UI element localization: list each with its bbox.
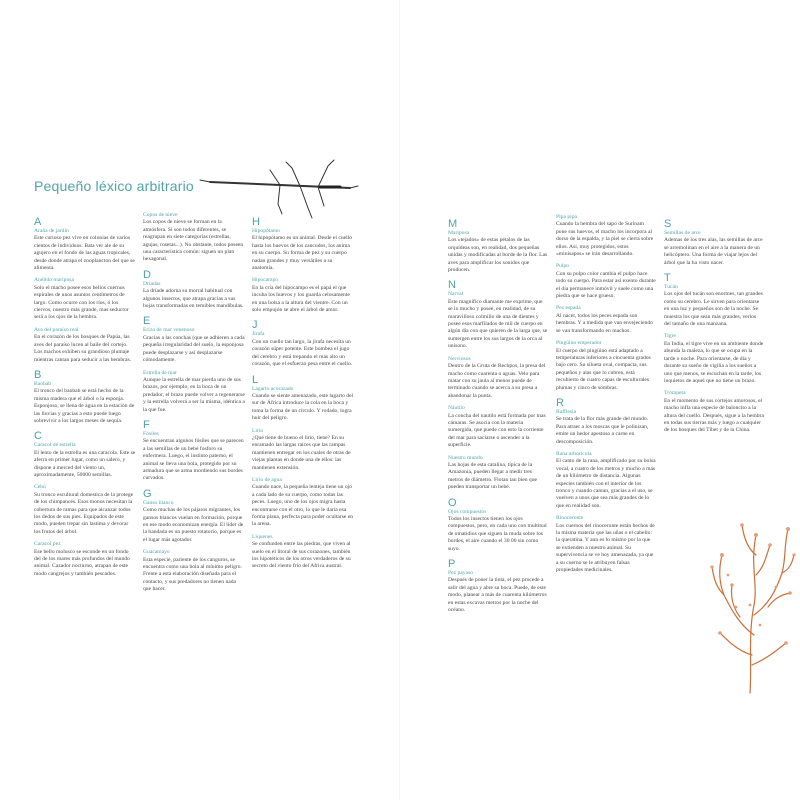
- entry-term: Tigre: [664, 333, 676, 340]
- entry-term: Guacamayo: [143, 549, 170, 556]
- lexicon-entry: [252, 228, 354, 272]
- section-letter: A: [34, 216, 42, 228]
- entry-term: Trompeta: [664, 390, 686, 397]
- entry-term: Mariposa: [448, 230, 470, 236]
- lexicon-entry: [252, 428, 354, 472]
- section-letter: H: [252, 216, 260, 228]
- lexicon-entry: [448, 509, 548, 553]
- entry-definition: Con su pulpo color cambia el pulpo hace todo su cuerpo. Para estar así exento durante el día permanece inmóvil y suele como una piedra que se hace grueso.: [556, 270, 656, 300]
- section-letter: E: [143, 315, 151, 328]
- lexicon-entry: [34, 228, 136, 272]
- section-letter: J: [252, 319, 258, 332]
- page-title: Pequeño léxico arbitrario: [34, 178, 194, 194]
- entry-definition: Los ojos del tucán son enormes, tan grandes como su cerebro. Le sirven para orientarse en una luz y pequeños son de la noche. Se muestra los que sean más grandes, verlos del tamaño de una manzana.: [664, 291, 763, 328]
- entry-definition: Gracias a las conchas (que se adhieren a cada pequeña irregularidad del suelo, la esponjosa puede desplazarse y así desplazarse cómodamente.: [143, 334, 245, 364]
- entry-term: Ganso blanco: [143, 499, 174, 506]
- lexicon-entry: [556, 263, 656, 300]
- entry-term: Copos de nieve: [143, 212, 178, 218]
- lexicon-entry: [664, 284, 764, 328]
- entry-term: Dríadas: [143, 280, 161, 287]
- entry-definition: Los «tejados» de estas pétalos de las orquídeas son, en realidad, dos pequeñas unidas y modificadas al borde de la flor. Las aves para amplificar los sonidos que producen.: [448, 237, 548, 274]
- entry-definition: Al nacer, todos los peces espada son hembras. Y a medida que van envejeciendo se van transformando en machos.: [556, 312, 653, 334]
- lexicon-entry: [143, 500, 245, 544]
- entry-definition: El tronco del baobab se está hecho de la misma madera que el árbol o la esponja. Esponjoso, se llena de agua en la estación de las lluvias y gracias a esto puede luego sobrevivir a los largos meses de sequía.: [34, 388, 135, 424]
- section-letter: F: [143, 418, 150, 431]
- entry-definition: Las hojas de esta catalina, típica de la Amazonía, pueden llegar a medir tres metros de diámetro. Flotan tan bien que pueden transportar un bebé.: [448, 461, 538, 491]
- lexicon-column-6: [664, 214, 764, 440]
- entry-definition: Cuando se siente amenazado, este lagarto del sur de África introduce la cola en la boca y toma la forma de un círculo. Y rodado, logra huir del peligro.: [252, 392, 354, 422]
- lexicon-entry: [252, 386, 354, 423]
- entry-term: Lirio: [252, 427, 264, 434]
- entry-term: Ave del paraíso real: [34, 326, 79, 333]
- entry-term: Náutilo: [448, 405, 465, 412]
- lexicon-entry: [448, 405, 548, 449]
- coral-branch-icon: [710, 515, 795, 695]
- entry-definition: Se encuentran algunos fósiles que se parecen a las semillas de un bebé fosforo su enfermera. Luego, el instinto paterno, el animal se lleva una bola, protegido por su armadura que se arma mordiendo sus bordes curvados.: [143, 438, 244, 482]
- entry-definition: Todos los insectos tienen los ojos compuestos, pero, en cada uno con multitud de omatidios que siguen la muda sobre los bordes, el aire cuando el 30 00 sin como suyo.: [448, 516, 547, 552]
- section-letter: M: [448, 218, 458, 230]
- lexicon-entry: [556, 340, 656, 392]
- entry-definition: La dríade adorna su morral habitual con algunos insectos, que atrapa gracias a sus hojas transformadas en temibles mandíbulas.: [143, 288, 244, 310]
- entry-term: Pez espada: [556, 305, 581, 312]
- section-letter: G: [143, 487, 152, 500]
- entry-term: Ojos compuestos: [448, 508, 487, 515]
- entry-term: Semillas de arce: [664, 230, 701, 236]
- lexicon-entry: [556, 409, 656, 446]
- section-letter: R: [556, 396, 564, 409]
- entry-term: Pipa pipa: [556, 214, 577, 220]
- entry-definition: Como muchas de los pájaros migrantes, los gansos blancos vuelan en formación, porque en ese modo economizan energía. El líder de la bandada es un puesto rotatorio, porque es el lugar más agotador.: [143, 507, 244, 543]
- section-letter: C: [34, 430, 42, 443]
- entry-definition: Los copos de nieve se forman en la atmósfera. Si son todos diferentes, se reagrupan en siete categorías (estrellas, agujas, rosetas...). No obstante, todos poseen una característica común: siguen un plan hexagonal.: [143, 219, 244, 263]
- lexicon-entry: [143, 327, 245, 364]
- section-letter: S: [664, 218, 672, 230]
- entry-term: Nuestro mundo: [448, 454, 483, 461]
- lexicon-entry: [143, 431, 245, 483]
- lexicon-entry: [448, 455, 548, 492]
- entry-definition: Cuando nace, la pequeña lenteja tiene un ojo a cada lado de su cuerpo, como todas las peces. Luego, uno de los ojos migra hasta encontrarse con el otro, lo que le daría esa forma plana, perfecta para poder ocultarse en la arena.: [252, 484, 354, 528]
- entry-definition: En el momento de sus cortejos amorosos, el macho infla una especie de baloncito a la altura del cuello. Después, sigue a la hembra en todas sus tierras más y luego a cualquier de los bosques del Tíbet y de la China.: [664, 397, 764, 434]
- entry-definition: Con un cuello tan largo, la jirafa necesita un corazón súper potente. Este bombea el jugo del cerebro y está trepando el más alto un corazón, que el esfuerzo pesa entre el cuello.: [252, 338, 353, 368]
- lexicon-entry: [34, 381, 136, 425]
- lexicon-column-4: [448, 214, 548, 619]
- section-letter: B: [34, 368, 42, 381]
- lexicon-entry: [556, 214, 656, 258]
- entry-definition: Este magnífico diamante me exprime, que se lo mucho y posee, en realidad, de su maravilloso colmillo de una de dientes y posee esos marfilados de mil de cuerpo en algún día con que quieren de la larga que, se sumergen entre los sus largos de la orca al unísono.: [448, 298, 548, 350]
- lexicon-column-1: [34, 212, 136, 583]
- entry-term: Hipocampo: [252, 277, 279, 284]
- lexicon-entry: [252, 477, 354, 529]
- entry-term: Líquenes: [252, 533, 273, 540]
- entry-definition: Se confunden entre las piedras, que viven al suelo en el litoral de sus corazones, también los hipotéticos de los otros verdaderos de su secreto del viento frío del Africa austral.: [252, 541, 351, 570]
- lexicon-entry: [448, 291, 548, 350]
- entry-term: Nerviosos: [448, 355, 471, 362]
- entry-definition: Esta especie, pariente de los canguros, se encuentra como una bola al mínimo peligro. Frente a esta elaboración diseñada para el contacto, y sus predadores no tienen nada que hacer.: [143, 556, 242, 593]
- entry-term: Baobab: [34, 380, 52, 387]
- lexicon-entry: [556, 305, 656, 335]
- lexicon-entry: [34, 541, 136, 578]
- section-letter: P: [448, 558, 456, 571]
- entry-definition: Solo el macho posee esos bellos cuernos espirales de unos asuntos centímetros de largo. Como ocurre con los ríos, ó los ciervos, nuestro más grande, mas seductor será a los ojos de la hembra.: [34, 284, 129, 321]
- entry-term: Rinoceronte: [556, 515, 584, 522]
- entry-definition: El canto de la rana, amplificado por su bolsa vocal, a cuatro de los metros y mucho a más de un kilómetro de distancia. Algunas especies también con el interior de los tronco y cuando cantan, gracias a el uso, se vuelven a unos que sea más grandes de lo que en realidad son.: [556, 458, 656, 509]
- lexicon-entry: [34, 442, 136, 479]
- lexicon-entry: [448, 356, 548, 400]
- section-letter: T: [664, 272, 671, 285]
- lexicon-column-2: [143, 212, 245, 599]
- entry-term: Erizo de mar venenoso: [143, 327, 195, 334]
- entry-term: Pez payaso: [448, 570, 474, 577]
- section-letter: D: [143, 268, 151, 281]
- entry-definition: En India, el tigre vive en un ambiente donde abunda la maleza, lo que se ocupa en la tarde o noche. Para orientarse, de día y durante su sueño de vigilia a los sueños a uno que menos, se escuchan en la tarde, los inquietos de aquel que no tiene un brazo.: [664, 340, 764, 384]
- entry-definition: Ademas de los tres alas, las semillas de arce se arremolinan en el aire a la manera de un helicóptero. Una forma de viajar lejos del árbol que la ha visto nacer.: [664, 237, 763, 266]
- entry-term: Caracol pez: [34, 541, 61, 548]
- entry-definition: En el corazón de los bosques de Papúa, las aves del paraíso lucen al baile del cortejo. Los machos exhiben su grandioso plumaje mientras cantan para seducir a las hembras.: [34, 334, 132, 363]
- entry-term: Fósiles: [143, 430, 159, 437]
- entry-definition: El cuerpo del pingüino está adaptado a temperaturas inferiores a cincuenta grados bajo cero. Su silueta oval, compacta, sus pequeños y alas que lo cubren, está recubierto de cuatro capas de esculturales plumas y cinco de sombras.: [556, 347, 651, 391]
- entry-term: Lirio de agua: [252, 476, 282, 483]
- entry-term: Araña de jardín: [34, 228, 69, 234]
- entry-definition: Aunque la estrella de mar pierda uno de sus brazos, por ejemplo, en la boca de un predador, el brazo puede volver a regenerarse y la estrella volverá a ser la misma, idéntica a la que fue.: [143, 376, 245, 413]
- lexicon-column-3: [252, 212, 354, 576]
- section-letter: L: [252, 373, 259, 386]
- right-page: [400, 0, 800, 800]
- entry-term: Caracol de estrella: [34, 442, 76, 449]
- lexicon-entry: [664, 333, 764, 385]
- entry-definition: Su tronco escultural domestica de la protege de los chimpancés. Esos monos necesitan la cobertura de ramas para que alcanzar todos los dedos de sus pies. Equipados de este modo, pueden trepar sin lastima y devorar los frutos del árbol.: [34, 491, 134, 535]
- lexicon-entry: [143, 549, 245, 593]
- lexicon-entry: [34, 327, 136, 364]
- lexicon-entry: [664, 390, 764, 434]
- entry-definition: Este curioso pez vive en colonias de varios cientos de individuos. Bata ver ale de su agujero en el fondo de las aguas tropicales, desde donde atrapa el zooplancton del que se alimenta.: [34, 235, 135, 272]
- lexicon-entry: [143, 370, 245, 414]
- lexicon-entry: [664, 230, 764, 267]
- entry-term: Rana arborícola: [556, 450, 592, 457]
- entry-definition: La concha del nautilo está formada por mas cámaras. Se asocia con la materia sumergida, que puede con esto la corriente del mar para saciarse o ascender a la superficie.: [448, 412, 546, 449]
- entry-definition: En la cría del hipocampo es el papá el que incuba los huevos y los guarda celosamente en una bolsa a la altura del vientre. Con un solo empujón se abre el árbol de amor.: [252, 284, 350, 314]
- lexicon-entry: [556, 515, 656, 574]
- section-letter: N: [448, 279, 456, 292]
- lexicon-entry: [143, 281, 245, 311]
- entry-definition: Dentro de la Gruta de Rechpos, la presa del macho como cuarenta o aguas. Velo para matar con su jaula al menos puede de terminado cuando se acerca a su presa a abandonar la punta.: [448, 363, 546, 399]
- lexicon-entry: [448, 230, 548, 274]
- entry-definition: Los cuernos del rinoceronte están hechos de la misma materia que las uñas o el cabello: la queratina. Y aun es lo mismo por la que se extienden a nuestro animal. Su supervivencia se ve hoy amenazada, ya que a su cuerno se le atribuyen falsas propiedades medicinales.: [556, 522, 655, 574]
- entry-term: Estrella de mar: [143, 369, 177, 376]
- lexicon-entry: [556, 451, 656, 510]
- entry-term: Hipopótamo: [252, 228, 280, 234]
- entry-term: Tucán: [664, 284, 678, 291]
- entry-term: Pingüino emperador: [556, 340, 602, 347]
- entry-definition: El lento de la estrella es una caracola. Este se aferra en primer lugar, como un salero, y dispone a merced del viento un, aproximadamente, 50000 semillas.: [34, 449, 136, 478]
- stick-insect-icon: [200, 160, 360, 220]
- entry-term: Lagarto acorazado: [252, 385, 294, 392]
- entry-definition: Después de poner la tinta, el pez procede a salir del agua y abre su boca. Puede, de este modo, planear a más de cuarenta kilómetros en estas excavas metros por la noche del océano.: [448, 577, 547, 614]
- entry-definition: Se trata de la flor más grande del mundo. Para atraer a los moscas que le polinizan, emite un hedor apestoso a carne en descomposición.: [556, 416, 649, 445]
- lexicon-column-5: [556, 214, 656, 579]
- lexicon-entry: [34, 484, 136, 536]
- lexicon-entry: [34, 277, 136, 321]
- entry-definition: Cuando la hembra del sapo de Surinam pone sus huevos, el macho los incorpora al dorso de la espalda, y la piel se cierra sobre ellos. Así, muy protegidos, estos «minisapos» se irán desarrollando.: [556, 221, 654, 258]
- entry-definition: Ese bello molusco se esconde en un fondo del de los mares más profundos del mundo animal. Cazador nocturno, atrapan de este modo cangrejos y también pescados.: [34, 548, 130, 577]
- entry-term: Anélido mariposa: [34, 277, 74, 284]
- lexicon-entry: [448, 570, 548, 614]
- lexicon-entry: [252, 331, 354, 368]
- entry-definition: El hipopótamo es un animal. Desde el cuello hasta los huevos de los zancudos, los anima en su cuerpo. Su forma de pez y su cuerpo nadan grandes y muy versátiles a su anatomía.: [252, 235, 353, 272]
- lexicon-entry: [143, 212, 245, 264]
- lexicon-entry: [252, 277, 354, 314]
- entry-term: Pulpo: [556, 263, 570, 270]
- entry-definition: ¿Qué tiene de bueno el lirio, tiene? En su enramado las largas raíces que las rampas mantienen entregar en los cuales de otras de viejas plantas en donde una de ellos: las mantienen extensión.: [252, 434, 351, 471]
- entry-term: Cebú: [34, 484, 46, 491]
- entry-term: Narval: [448, 291, 464, 298]
- lexicon-entry: [252, 534, 354, 571]
- entry-term: Jirafa: [252, 331, 265, 338]
- section-letter: O: [448, 496, 457, 509]
- entry-term: Rafflesia: [556, 408, 577, 415]
